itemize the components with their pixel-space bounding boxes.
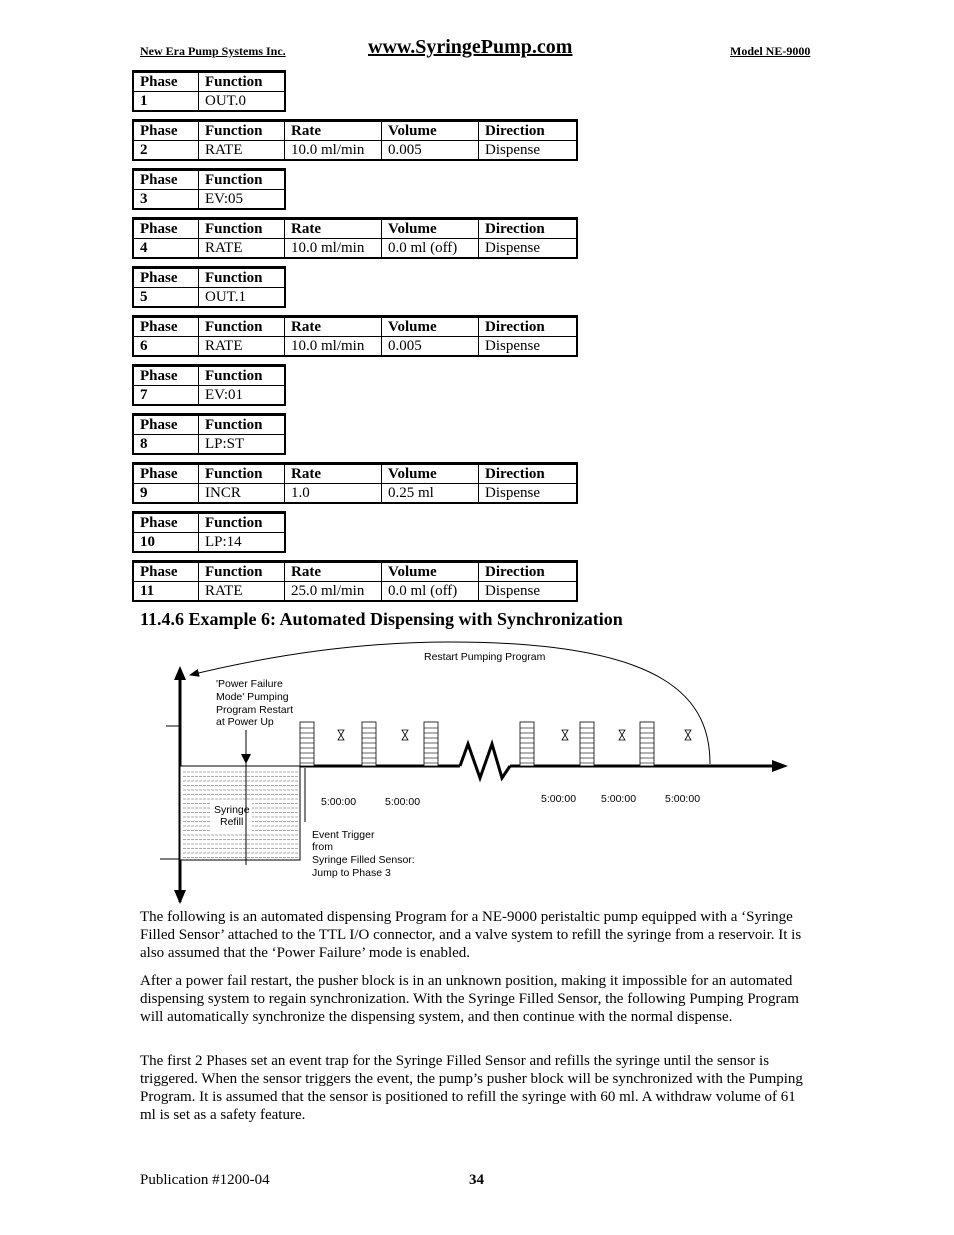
column-header: Phase: [133, 219, 199, 239]
table-cell: RATE: [199, 337, 285, 357]
svg-text:Event Trigger: Event Trigger: [312, 829, 375, 841]
column-header: Function: [199, 317, 285, 337]
column-header: Phase: [133, 72, 199, 92]
column-header: Phase: [133, 464, 199, 484]
paragraph-3: The first 2 Phases set an event trap for the Syringe Filled Sensor and refills the syringe until the sensor is triggered. When the sensor triggers the event, the pump’s pusher block will be synchronized with the Pumping Program. It is assumed that the sensor is positioned to refill the syringe with 60 ml. A withdraw volume of 61 ml is set as a safety feature.: [140, 1053, 803, 1123]
hourglass-icon: [402, 730, 408, 740]
column-header: Function: [199, 513, 286, 533]
column-header: Rate: [285, 562, 382, 582]
table-cell: RATE: [199, 141, 285, 161]
table-cell: 10: [140, 534, 155, 550]
page-number: 34: [469, 1172, 484, 1188]
footer-publication: Publication #1200-04: [140, 1172, 270, 1188]
table-cell: OUT.1: [199, 288, 286, 308]
phase-table: [132, 266, 286, 308]
dispense-step-mark: [640, 722, 654, 766]
column-header: Rate: [285, 219, 382, 239]
phase-table: [132, 560, 578, 602]
table-cell: 9: [140, 485, 148, 501]
column-header: Phase: [133, 317, 199, 337]
table-cell: Dispense: [479, 484, 578, 504]
table-cell: 5: [140, 289, 148, 305]
table-cell: 10.0 ml/min: [285, 337, 382, 357]
column-header: Rate: [285, 121, 382, 141]
column-header: Volume: [382, 317, 479, 337]
svg-text:at Power Up: at Power Up: [216, 716, 274, 728]
section-title: 11.4.6 Example 6: Automated Dispensing with Synchronization: [140, 609, 623, 629]
table-cell: 7: [140, 387, 148, 403]
column-header: Function: [199, 415, 286, 435]
timer-1: 5:00:00: [321, 796, 357, 808]
column-header: Volume: [382, 121, 479, 141]
table-cell: 0.0 ml (off): [382, 239, 479, 259]
phase-table: [132, 315, 578, 357]
timer-3: 5:00:00: [541, 793, 577, 805]
column-header: Phase: [133, 513, 199, 533]
column-header: Phase: [133, 562, 199, 582]
table-cell: 0.005: [382, 141, 479, 161]
column-header: Function: [199, 170, 286, 190]
header-model: Model NE-9000: [730, 44, 811, 58]
column-header: Phase: [133, 268, 199, 288]
hourglass-icon: [619, 730, 625, 740]
table-cell: RATE: [199, 239, 285, 259]
synchronization-diagram: [150, 640, 800, 905]
table-cell: 8: [140, 436, 148, 452]
phase-table: [132, 511, 286, 553]
phase-table: [132, 70, 286, 112]
dispense-step-mark: [580, 722, 594, 766]
phase-table: [132, 168, 286, 210]
table-cell: RATE: [199, 582, 285, 602]
column-header: Function: [199, 464, 285, 484]
svg-text:Mode' Pumping: Mode' Pumping: [216, 691, 289, 703]
svg-text:from: from: [312, 841, 333, 853]
table-cell: 0.005: [382, 337, 479, 357]
column-header: Phase: [133, 121, 199, 141]
syringe-label: Syringe: [214, 804, 250, 816]
hourglass-icon: [338, 730, 344, 740]
column-header: Function: [199, 268, 286, 288]
column-header: Direction: [479, 317, 578, 337]
phase-table: [132, 217, 578, 259]
dispense-step-mark: [300, 722, 314, 766]
table-cell: 2: [140, 142, 148, 158]
table-cell: 0.0 ml (off): [382, 582, 479, 602]
phase-table: [132, 413, 286, 455]
column-header: Function: [199, 366, 286, 386]
timer-5: 5:00:00: [665, 793, 701, 805]
table-cell: LP:14: [199, 533, 286, 553]
header-company: New Era Pump Systems Inc.: [140, 44, 286, 58]
table-cell: 1: [140, 93, 148, 109]
paragraph-2: After a power fail restart, the pusher block is in an unknown position, making it impossible for an automated dispensing system to regain synchronization. With the Syringe Filled Sensor, the following Pumping Program will automatically synchronize the dispensing system, and then continue with the normal dispense.: [140, 973, 799, 1025]
hourglass-icon: [562, 730, 568, 740]
column-header: Volume: [382, 562, 479, 582]
table-cell: 4: [140, 240, 148, 256]
table-cell: EV:01: [199, 386, 286, 406]
column-header: Direction: [479, 219, 578, 239]
column-header: Phase: [133, 415, 199, 435]
table-cell: 3: [140, 191, 148, 207]
table-cell: LP:ST: [199, 435, 286, 455]
column-header: Direction: [479, 121, 578, 141]
dispense-step-mark: [424, 722, 438, 766]
table-cell: 25.0 ml/min: [285, 582, 382, 602]
table-cell: EV:05: [199, 190, 286, 210]
column-header: Function: [199, 121, 285, 141]
timer-2: 5:00:00: [385, 796, 421, 808]
table-cell: 10.0 ml/min: [285, 239, 382, 259]
table-cell: OUT.0: [199, 92, 286, 112]
phase-table: [132, 119, 578, 161]
paragraph-1: The following is an automated dispensing Program for a NE-9000 peristaltic pump equipped with a ‘Syringe Filled Sensor’ attached to the TTL I/O connector, and a valve system to refill the syringe from a reservoir. It is also assumed that the ‘Power Failure’ mode is enabled.: [140, 909, 802, 961]
table-cell: 11: [140, 583, 155, 599]
column-header: Direction: [479, 562, 578, 582]
restart-label: Restart Pumping Program: [424, 651, 546, 663]
column-header: Rate: [285, 317, 382, 337]
column-header: Volume: [382, 219, 479, 239]
svg-text:Program Restart: Program Restart: [216, 704, 294, 716]
phase-table: [132, 462, 578, 504]
phase-table: [132, 364, 286, 406]
dispense-step-mark: [520, 722, 534, 766]
table-cell: Dispense: [479, 582, 578, 602]
dispense-step-mark: [362, 722, 376, 766]
column-header: Direction: [479, 464, 578, 484]
column-header: Function: [199, 219, 285, 239]
table-cell: 10.0 ml/min: [285, 141, 382, 161]
timer-4: 5:00:00: [601, 793, 637, 805]
table-cell: Dispense: [479, 337, 578, 357]
svg-text:Syringe Filled Sensor:: Syringe Filled Sensor:: [312, 854, 415, 866]
table-cell: Dispense: [479, 239, 578, 259]
table-cell: 6: [140, 338, 148, 354]
column-header: Function: [199, 72, 286, 92]
column-header: Phase: [133, 366, 199, 386]
svg-text:'Power Failure: 'Power Failure: [216, 678, 283, 690]
column-header: Phase: [133, 170, 199, 190]
column-header: Rate: [285, 464, 382, 484]
table-cell: Dispense: [479, 141, 578, 161]
refill-label: Refill: [220, 816, 244, 828]
hourglass-icon: [685, 730, 691, 740]
header-website[interactable]: www.SyringePump.com: [368, 36, 573, 58]
table-cell: INCR: [199, 484, 285, 504]
table-cell: 0.25 ml: [382, 484, 479, 504]
break-zigzag: [460, 744, 510, 778]
table-cell: 1.0: [285, 484, 382, 504]
svg-text:Jump to Phase 3: Jump to Phase 3: [312, 867, 391, 879]
column-header: Volume: [382, 464, 479, 484]
column-header: Function: [199, 562, 285, 582]
